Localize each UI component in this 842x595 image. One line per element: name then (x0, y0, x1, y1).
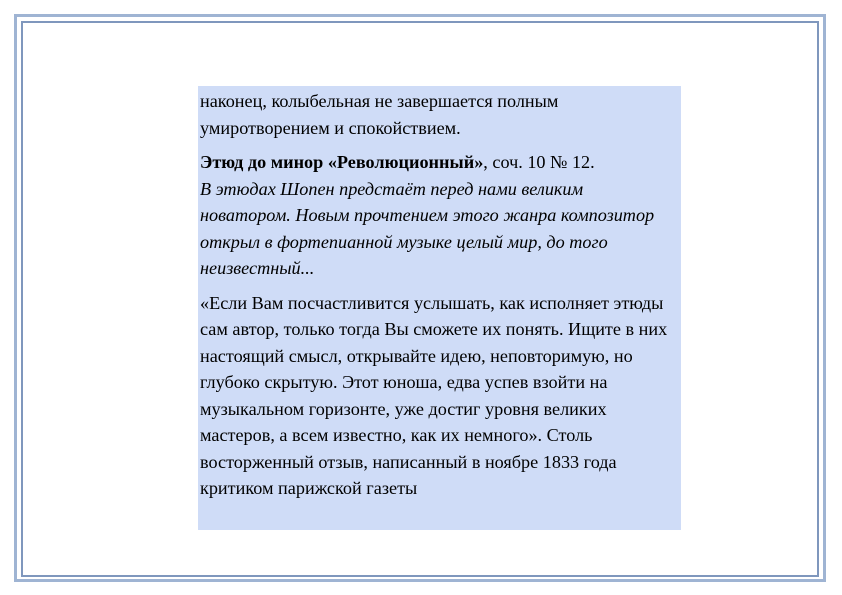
paragraph-etude (200, 149, 677, 282)
etude-opus: , соч. 10 № 12. (483, 152, 595, 172)
text-box (198, 86, 681, 530)
etude-title-line (200, 152, 595, 172)
etude-title: Этюд до минор «Революционный» (200, 152, 484, 172)
etude-description: В этюдах Шопен предстаёт перед нами великим новатором. Новым прочтением этого жанра композитор открыл в фортепианной музыке целый мир, до того неизвестный... (200, 178, 655, 278)
paragraph-quote: «Если Вам посчастливится услышать, как исполняет этюды сам автор, только тогда Вы сможете их понять. Ищите в них настоящий смысл, открывайте идею, неповторимую, но глубоко скрытую. Этот юноша, едва успев взойти на музыкальном горизонте, уже достиг уровня великих мастеров, а всем известно, как их немного». Столь восторженный отзыв, написанный в ноябре 1833 года критиком парижской газеты (200, 292, 668, 498)
paragraph-lullaby-ending: наконец, колыбельная не завершается полным умиротворением и спокойствием. (200, 91, 559, 138)
